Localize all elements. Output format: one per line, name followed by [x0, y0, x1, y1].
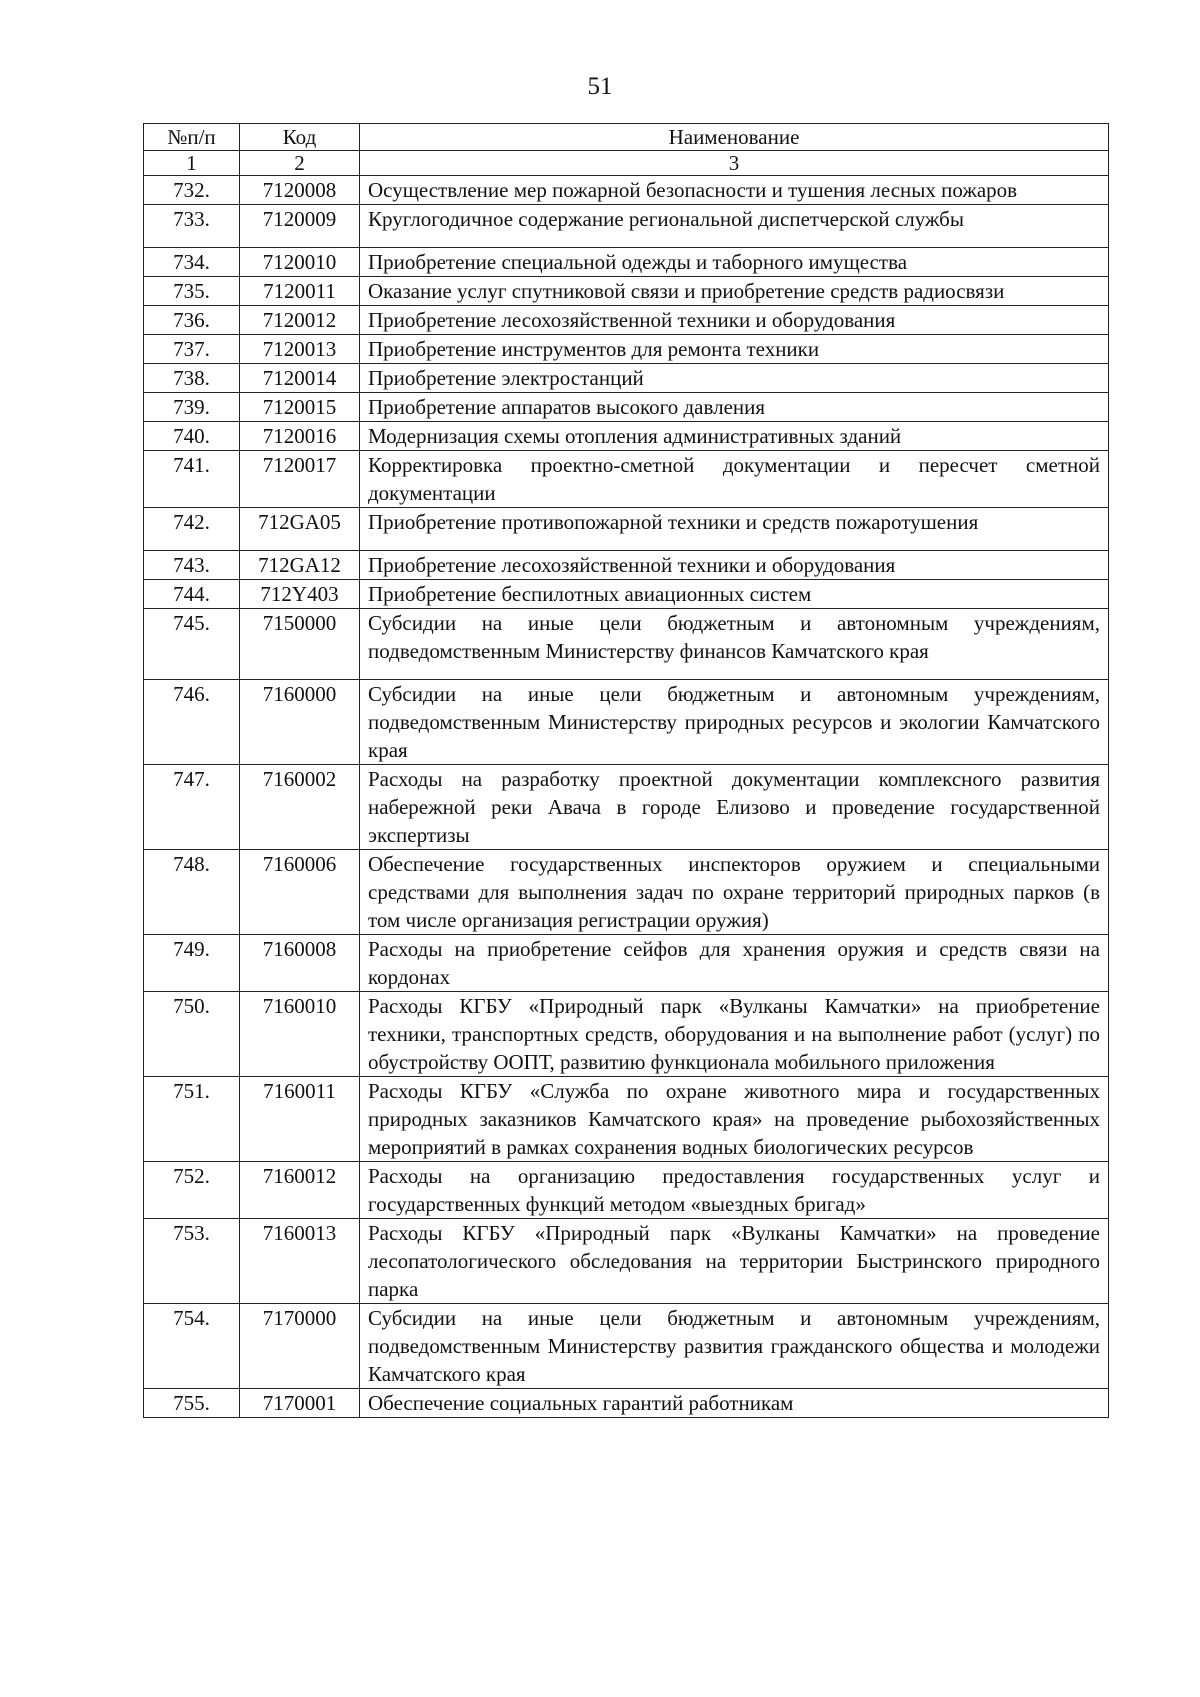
row-num: 732. [144, 176, 240, 205]
row-name: Расходы КГБУ «Служба по охране животного мира и государственных природных заказников Камчатского края» на проведение рыбохозяйственных мероприятий в рамках сохранения водных биологических ресурсов [360, 1077, 1109, 1162]
table-row [144, 1389, 1109, 1418]
row-name: Модернизация схемы отопления административных зданий [360, 422, 1109, 451]
row-name: Круглогодичное содержание региональной диспетчерской службы [360, 205, 1109, 248]
table-row [144, 765, 1109, 850]
row-code: 7160006 [240, 850, 360, 935]
header-num: №п/п [144, 124, 240, 151]
row-code: 7160010 [240, 992, 360, 1077]
row-name: Субсидии на иные цели бюджетным и автономным учреждениям, подведомственным Министерству природных ресурсов и экологии Камчатского края [360, 680, 1109, 765]
row-code: 7170000 [240, 1304, 360, 1389]
row-num: 754. [144, 1304, 240, 1389]
row-code: 7120009 [240, 205, 360, 248]
row-name: Приобретение специальной одежды и таборного имущества [360, 248, 1109, 277]
row-num: 737. [144, 335, 240, 364]
table-row [144, 205, 1109, 248]
row-name: Оказание услуг спутниковой связи и приобретение средств радиосвязи [360, 277, 1109, 306]
row-name: Корректировка проектно-сметной документации и пересчет сметной документации [360, 451, 1109, 508]
row-num: 747. [144, 765, 240, 850]
row-name: Субсидии на иные цели бюджетным и автономным учреждениям, подведомственным Министерству развития гражданского общества и молодежи Камчатского края [360, 1304, 1109, 1389]
table-index-row [144, 151, 1109, 176]
row-code: 7160012 [240, 1162, 360, 1219]
table-row [144, 364, 1109, 393]
row-code: 712GA12 [240, 551, 360, 580]
row-code: 7120015 [240, 393, 360, 422]
table-row [144, 992, 1109, 1077]
page-number: 51 [587, 73, 613, 100]
row-name: Расходы КГБУ «Природный парк «Вулканы Камчатки» на проведение лесопатологического обследования на территории Быстринского природного парка [360, 1219, 1109, 1304]
row-num: 749. [144, 935, 240, 992]
row-name: Приобретение беспилотных авиационных систем [360, 580, 1109, 609]
row-code: 7160002 [240, 765, 360, 850]
row-code: 7160000 [240, 680, 360, 765]
row-num: 750. [144, 992, 240, 1077]
row-code: 7160011 [240, 1077, 360, 1162]
table-row [144, 451, 1109, 508]
row-code: 7120014 [240, 364, 360, 393]
row-code: 7160008 [240, 935, 360, 992]
row-num: 736. [144, 306, 240, 335]
table-row [144, 1077, 1109, 1162]
table-row [144, 422, 1109, 451]
header-name: Наименование [360, 124, 1109, 151]
row-name: Расходы на приобретение сейфов для хранения оружия и средств связи на кордонах [360, 935, 1109, 992]
row-num: 746. [144, 680, 240, 765]
row-num: 745. [144, 609, 240, 680]
row-num: 753. [144, 1219, 240, 1304]
row-name: Расходы КГБУ «Природный парк «Вулканы Камчатки» на приобретение техники, транспортных средств, оборудования и на выполнение работ (услуг) по обустройству ООПТ, развитию функционала мобильного приложения [360, 992, 1109, 1077]
row-num: 739. [144, 393, 240, 422]
index-name: 3 [360, 151, 1109, 176]
row-name: Приобретение противопожарной техники и средств пожаротушения [360, 508, 1109, 551]
row-num: 735. [144, 277, 240, 306]
table-row [144, 551, 1109, 580]
row-code: 7150000 [240, 609, 360, 680]
row-code: 7160013 [240, 1219, 360, 1304]
table-row [144, 850, 1109, 935]
row-name: Субсидии на иные цели бюджетным и автономным учреждениям, подведомственным Министерству финансов Камчатского края [360, 609, 1109, 680]
table-row [144, 1162, 1109, 1219]
row-num: 748. [144, 850, 240, 935]
row-num: 742. [144, 508, 240, 551]
table-row [144, 609, 1109, 680]
row-code: 7120017 [240, 451, 360, 508]
row-name: Осуществление мер пожарной безопасности и тушения лесных пожаров [360, 176, 1109, 205]
table-row [144, 508, 1109, 551]
row-name: Приобретение электростанций [360, 364, 1109, 393]
row-name: Приобретение аппаратов высокого давления [360, 393, 1109, 422]
row-code: 7120010 [240, 248, 360, 277]
row-name: Приобретение лесохозяйственной техники и оборудования [360, 551, 1109, 580]
table-row [144, 935, 1109, 992]
table-row [144, 393, 1109, 422]
row-name: Расходы на разработку проектной документации комплексного развития набережной реки Авача в городе Елизово и проведение государственной экспертизы [360, 765, 1109, 850]
row-num: 740. [144, 422, 240, 451]
row-name: Приобретение лесохозяйственной техники и оборудования [360, 306, 1109, 335]
row-name: Приобретение инструментов для ремонта техники [360, 335, 1109, 364]
row-num: 743. [144, 551, 240, 580]
row-name: Обеспечение социальных гарантий работникам [360, 1389, 1109, 1418]
row-num: 752. [144, 1162, 240, 1219]
table-row [144, 580, 1109, 609]
row-code: 7120016 [240, 422, 360, 451]
index-code: 2 [240, 151, 360, 176]
row-code: 7120012 [240, 306, 360, 335]
table-row [144, 248, 1109, 277]
row-num: 741. [144, 451, 240, 508]
table-row [144, 1219, 1109, 1304]
row-name: Обеспечение государственных инспекторов оружием и специальными средствами для выполнения задач по охране территорий природных парков (в том числе организация регистрации оружия) [360, 850, 1109, 935]
row-code: 712Y403 [240, 580, 360, 609]
row-num: 744. [144, 580, 240, 609]
table-row [144, 1304, 1109, 1389]
row-num: 751. [144, 1077, 240, 1162]
table-header-row [144, 124, 1109, 151]
row-code: 7120011 [240, 277, 360, 306]
table-row [144, 277, 1109, 306]
row-code: 712GA05 [240, 508, 360, 551]
header-code: Код [240, 124, 360, 151]
row-code: 7120013 [240, 335, 360, 364]
table-row [144, 335, 1109, 364]
row-code: 7170001 [240, 1389, 360, 1418]
row-num: 733. [144, 205, 240, 248]
index-num: 1 [144, 151, 240, 176]
table-row [144, 306, 1109, 335]
table-row [144, 680, 1109, 765]
budget-code-table [143, 123, 1109, 1418]
table-row [144, 176, 1109, 205]
row-num: 738. [144, 364, 240, 393]
row-name: Расходы на организацию предоставления государственных услуг и государственных функций методом «выездных бригад» [360, 1162, 1109, 1219]
row-code: 7120008 [240, 176, 360, 205]
row-num: 755. [144, 1389, 240, 1418]
row-num: 734. [144, 248, 240, 277]
